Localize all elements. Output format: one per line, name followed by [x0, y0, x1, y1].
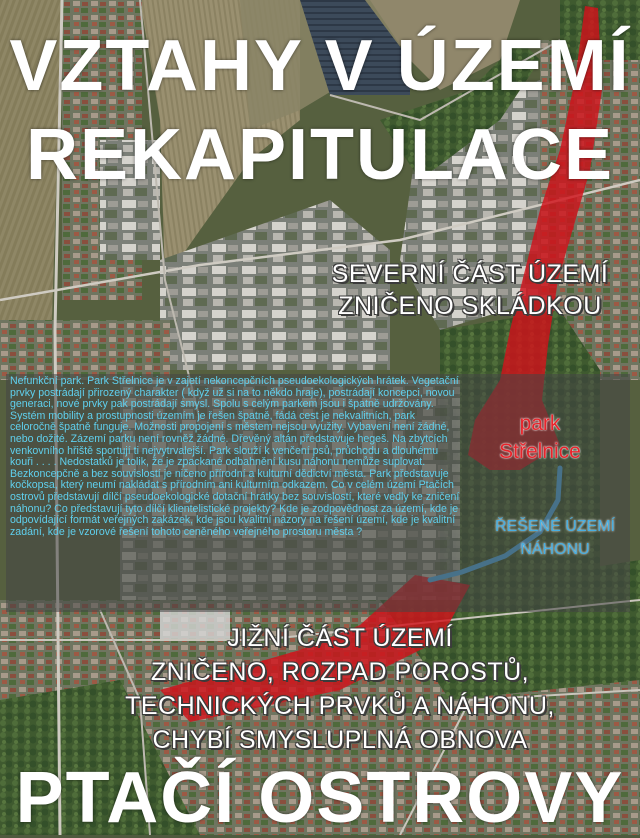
- main-title-line-2: REKAPITULACE: [25, 115, 614, 195]
- mill-race-label-line-2: NÁHONU: [520, 541, 590, 558]
- description-text: Nefunkční park. Park Střelnice je v zajetí nekoncepčních pseudoekologických hrátek. Vegetační prvky postrádají přirozený charakter ( když už si na to někdo hraje), postrádají koncepci, novou generaci, nové prvky pak postrádají smysl. Spolu s celým parkem jsou i špatně udržovány. Systém mobility a prostupnosti územím je řešen špatně, fádá cest je nekvalitních, park celoročně špatně funguje. Možnosti propojení s městem nejsou využity. Vybavení není žádné, nebo dožité. Zázemí parku není rovněž žádné. Dřevěný altán představuje hegeš. Na zbytcích venkovního hřiště sportují ti nejvytrvalejší. Park slouží k venčení psů, průchodu a dlouhému kouři . . . . Nedostatků je tolik, že je zpackané odbahnění kusu náhonu nemůže suplovat. Bezkoncepčně a bez souvislostí je ničeno přírodní a kulturní dědictví města. Park představuje kočkopsa, který neumí nakládat s přírodním ani kulturním odkazem. Co v celém území Ptačích ostrovů představují dílčí pseudoekologické dotační hrátky bez souvislostí, které vedly ke zničení náhonu? Co představují tyto dílčí klientelistické projekty? Kde je zodpovědnost za území, kde je odpovídající formát veřejných zakázek, kde jsou kvalitní názory na řešení území, kde je kvalitní zadání, kde je vzorové řešení tohoto ceněného veřejného prostoru města ?: [10, 375, 460, 538]
- south-section-line-2: ZNIČENO, ROZPAD POROSTŮ,: [150, 658, 530, 686]
- north-section-title: SEVERNÍ ČÁST ÚZEMÍ: [331, 260, 609, 288]
- south-section-line-4: CHYBÍ SMYSLUPLNÁ OBNOVA: [152, 726, 528, 754]
- main-title-line-1: VZTAHY V ÚZEMÍ: [9, 26, 631, 106]
- park-label-line-2: Střelnice: [499, 440, 581, 463]
- mill-race-label-line-1: ŘEŠENÉ ÚZEMÍ: [494, 518, 615, 535]
- south-section-line-3: TECHNICKÝCH PRVKŮ A NÁHONU,: [125, 692, 555, 720]
- south-section-title: JIŽNÍ ČÁST ÚZEMÍ: [227, 624, 453, 652]
- north-section-subtitle: ZNIČENO SKLÁDKOU: [338, 292, 602, 320]
- park-label-line-1: park: [519, 412, 561, 435]
- footer-title: PTAČÍ OSTROVY: [15, 758, 625, 838]
